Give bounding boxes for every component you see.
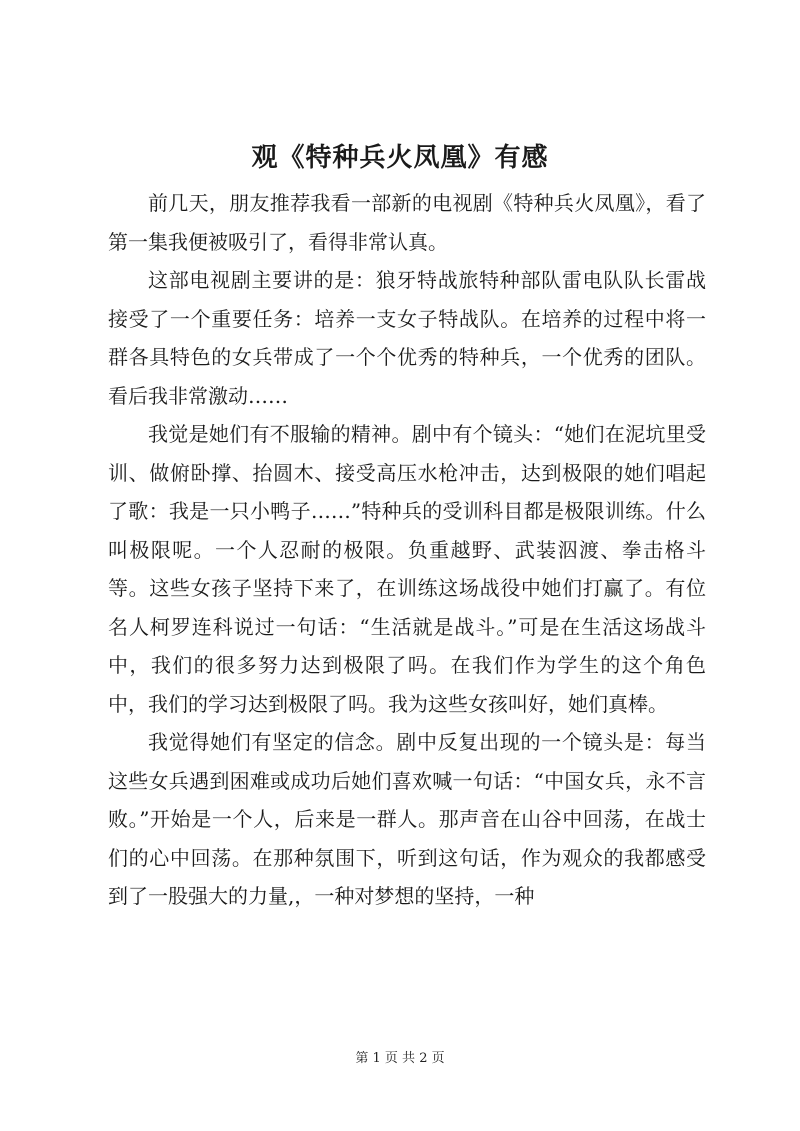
paragraph-plot: 这部电视剧主要讲的是：狼牙特战旅特种部队雷电队队长雷战接受了一个重要任务：培养一支女子特战队。在培养的过程中将一群各具特色的女兵带成了一个个优秀的特种兵，一个优秀的团队。看后我非常激动……	[108, 268, 706, 408]
document-body	[108, 184, 706, 916]
document-title: 观《特种兵火凤凰》有感	[251, 143, 549, 173]
paragraph-belief: 我觉得她们有坚定的信念。剧中反复出现的一个镜头是：每当这些女兵遇到困难或成功后她们喜欢喊一句话：“中国女兵，永不言败。”开始是一个人，后来是一群人。那声音在山谷中回荡，在战士们的心中回荡。在那种氛围下，听到这句话，作为观众的我都感受到了一股强大的力量,，一种对梦想的坚持，一种	[108, 730, 706, 908]
paragraph-spirit: 我觉是她们有不服输的精神。剧中有个镜头：“她们在泥坑里受训、做俯卧撑、抬圆木、接受高压水枪冲击，达到极限的她们唱起了歌：我是一只小鸭子……”特种兵的受训科目都是极限训练。什么叫极限呢。一个人忍耐的极限。负重越野、武装泅渡、拳击格斗等。这些女孩子坚持下来了，在训练这场战役中她们打赢了。有位名人柯罗连科说过一句话：“生活就是战斗。”可是在生活这场战斗中，我们的很多努力达到极限了吗。在我们作为学生的这个角色中，我们的学习达到极限了吗。我为这些女孩叫好，她们真棒。	[108, 422, 706, 716]
page-footer: 第 1 页 共 2 页	[355, 1051, 445, 1066]
paragraph-intro: 前几天，朋友推荐我看一部新的电视剧《特种兵火凤凰》，看了第一集我便被吸引了，看得非常认真。	[108, 191, 706, 254]
